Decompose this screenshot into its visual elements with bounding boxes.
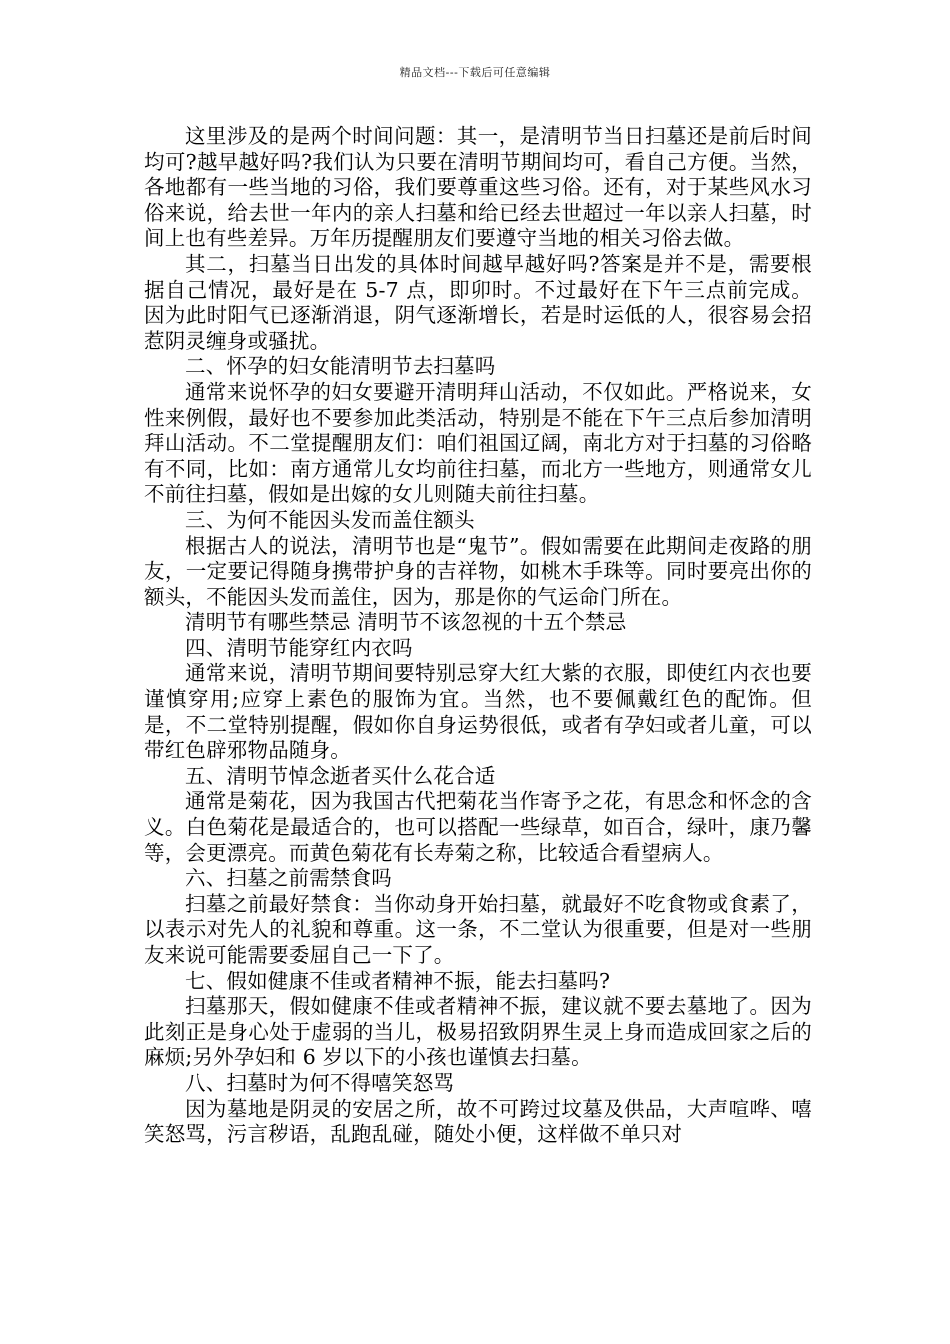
paragraph-departure-time: 其二，扫墓当日出发的具体时间越早越好吗?答案是并不是，需要根据自己情况，最好是在 5-7 点，即卯时。不过最好在下午三点前完成。因为此时阳气已逐渐消退，阴气逐渐增长，若是时运低的人，很容易会招惹阴灵缠身或骚扰。 [144,251,812,353]
page-header: 精品文档---下载后可任意编辑 [399,66,551,79]
paragraph-red-underwear: 通常来说，清明节期间要特别忌穿大红大紫的衣服，即使红内衣也要谨慎穿用;应穿上素色的服饰为宜。当然，也不要佩戴红色的配饰。但是，不二堂特别提醒，假如你自身运势很低，或者有孕妇或者儿童，可以带红色辟邪物品随身。 [144,661,812,763]
heading-fasting: 六、扫墓之前需禁食吗 [185,866,392,891]
heading-forehead: 三、为何不能因头发而盖住额头 [185,507,475,532]
heading-pregnant-women: 二、怀孕的妇女能清明节去扫墓吗 [185,354,496,379]
paragraph-forehead: 根据古人的说法，清明节也是“鬼节”。假如需要在此期间走夜路的朋友，一定要记得随身携带护身的吉祥物，如桃木手珠等。同时要亮出你的额头，不能因头发而盖住，因为，那是你的气运命门所在。 [144,533,812,609]
heading-taboos-title: 清明节有哪些禁忌 清明节不该忽视的十五个禁忌 [185,610,627,635]
paragraph-laughing: 因为墓地是阴灵的安居之所，故不可跨过坟墓及供品，大声喧哗、嘻笑怒骂，污言秽语，乱跑乱碰，随处小便，这样做不单只对 [144,1096,812,1147]
heading-flowers: 五、清明节悼念逝者买什么花合适 [185,763,496,788]
paragraph-flowers: 通常是菊花，因为我国古代把菊花当作寄予之花，有思念和怀念的含义。白色菊花是最适合的，也可以搭配一些绿草，如百合，绿叶，康乃馨等，会更漂亮。而黄色菊花有长寿菊之称，比较适合看望病人。 [144,789,812,865]
paragraph-health: 扫墓那天，假如健康不佳或者精神不振，建议就不要去墓地了。因为此刻正是身心处于虚弱的当儿，极易招致阴界生灵上身而造成回家之后的麻烦;另外孕妇和 6 岁以下的小孩也谨慎去扫墓。 [144,994,812,1070]
document-body [144,124,812,1148]
heading-red-underwear: 四、清明节能穿红内衣吗 [185,635,413,660]
paragraph-time-issue: 这里涉及的是两个时间问题：其一，是清明节当日扫墓还是前后时间均可?越早越好吗?我们认为只要在清明节期间均可，看自己方便。当然，各地都有一些当地的习俗，我们要尊重这些习俗。还有，对于某些风水习俗来说，给去世一年内的亲人扫墓和给已经去世超过一年以亲人扫墓，时间上也有些差异。万年历提醒朋友们要遵守当地的相关习俗去做。 [144,124,812,251]
paragraph-fasting: 扫墓之前最好禁食：当你动身开始扫墓，就最好不吃食物或食素了，以表示对先人的礼貌和尊重。这一条，不二堂认为很重要，但是对一些朋友来说可能需要委屈自己一下了。 [144,891,812,967]
paragraph-pregnant-women: 通常来说怀孕的妇女要避开清明拜山活动，不仅如此。严格说来，女性来例假，最好也不要参加此类活动，特别是不能在下午三点后参加清明拜山活动。不二堂提醒朋友们：咱们祖国辽阔，南北方对于扫墓的习俗略有不同，比如：南方通常儿女均前往扫墓，而北方一些地方，则通常女儿不前往扫墓，假如是出嫁的女儿则随夫前往扫墓。 [144,379,812,507]
heading-health: 七、假如健康不佳或者精神不振，能去扫墓吗? [185,968,611,993]
heading-laughing: 八、扫墓时为何不得嘻笑怒骂 [185,1070,455,1095]
